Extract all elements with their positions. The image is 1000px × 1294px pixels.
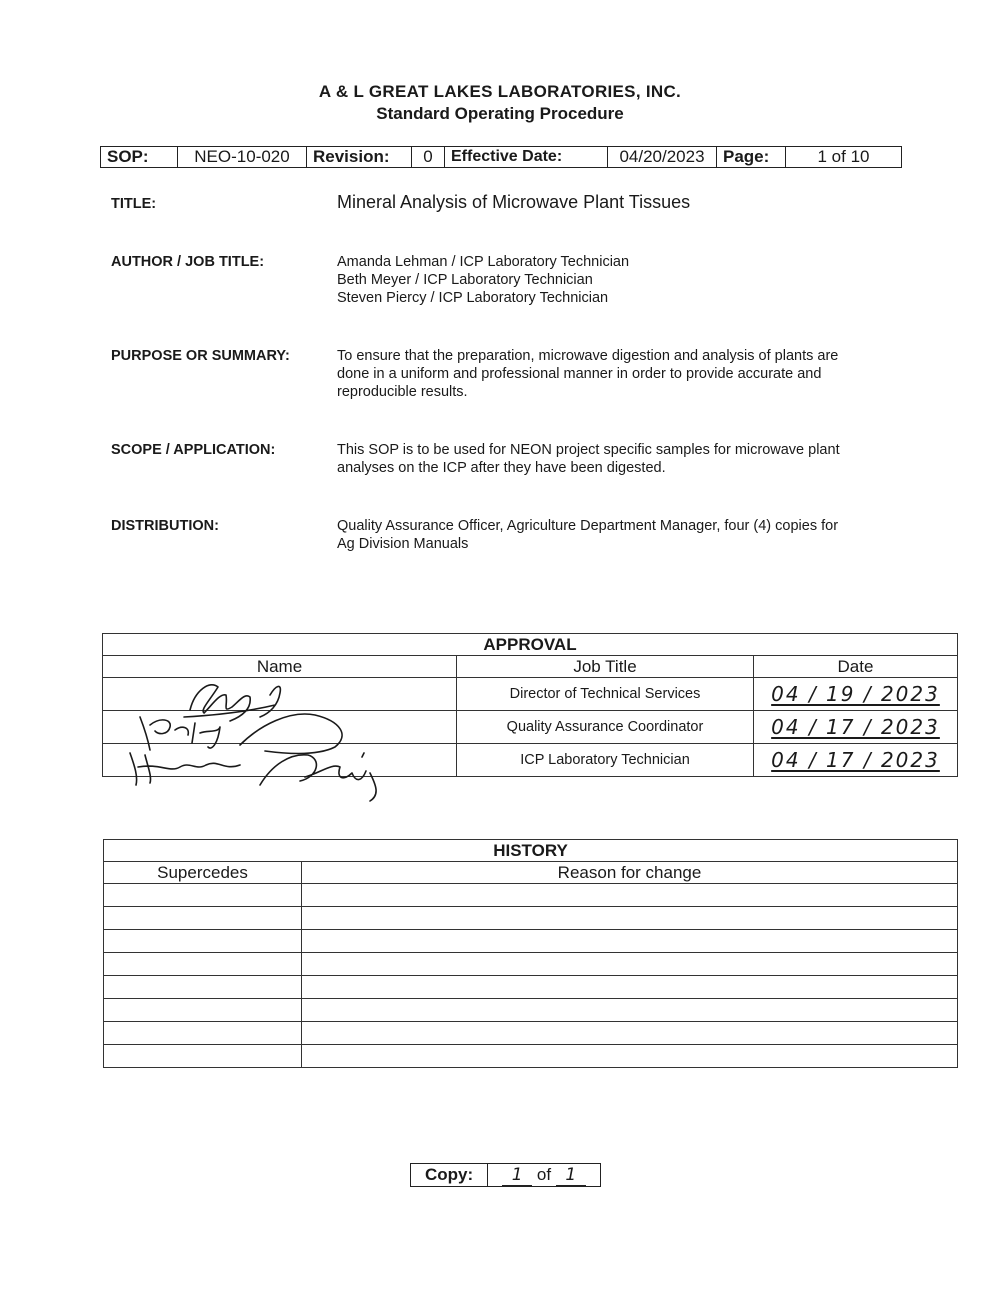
history-row bbox=[104, 930, 958, 953]
history-row bbox=[104, 953, 958, 976]
history-cell bbox=[104, 1022, 302, 1045]
effective-date: 04/20/2023 bbox=[608, 147, 717, 168]
page-label: Page: bbox=[717, 147, 786, 168]
copy-count bbox=[488, 1164, 601, 1187]
copy-label: Copy: bbox=[411, 1164, 488, 1187]
history-row bbox=[104, 1045, 958, 1068]
history-table bbox=[103, 839, 958, 1068]
signature-2 bbox=[140, 714, 342, 753]
approval-date: 04 / 17 / 2023 bbox=[771, 715, 940, 739]
approval-col-job-title: Job Title bbox=[457, 656, 754, 678]
history-row bbox=[104, 999, 958, 1022]
approver-job-title: Quality Assurance Coordinator bbox=[457, 711, 754, 744]
author-line: Amanda Lehman / ICP Laboratory Technician bbox=[337, 254, 630, 270]
approval-col-name: Name bbox=[103, 656, 457, 678]
history-col-supercedes: Supercedes bbox=[104, 862, 302, 884]
effective-date-label: Effective Date: bbox=[445, 147, 608, 168]
distribution-label: DISTRIBUTION: bbox=[111, 518, 219, 534]
page-number: 1 of 10 bbox=[786, 147, 902, 168]
revision-number: 0 bbox=[412, 147, 445, 168]
history-cell bbox=[104, 976, 302, 999]
sop-number: NEO-10-020 bbox=[178, 147, 307, 168]
history-cell bbox=[104, 953, 302, 976]
title-label: TITLE: bbox=[111, 196, 157, 212]
history-cell bbox=[302, 976, 958, 999]
purpose-line: reproducible results. bbox=[337, 384, 468, 400]
scope-line: analyses on the ICP after they have been digested. bbox=[337, 460, 666, 476]
history-col-reason: Reason for change bbox=[302, 862, 958, 884]
approval-date-cell bbox=[754, 744, 958, 777]
purpose-label: PURPOSE OR SUMMARY: bbox=[111, 348, 290, 364]
history-cell bbox=[104, 907, 302, 930]
history-row bbox=[104, 884, 958, 907]
sop-label: SOP: bbox=[101, 147, 178, 168]
history-cell bbox=[302, 1022, 958, 1045]
history-cell bbox=[302, 930, 958, 953]
history-row bbox=[104, 1022, 958, 1045]
copy-total: 1 bbox=[556, 1165, 586, 1186]
signature-1 bbox=[184, 685, 280, 721]
author-list bbox=[337, 253, 897, 307]
approval-date-cell bbox=[754, 678, 958, 711]
history-row bbox=[104, 976, 958, 999]
purpose-line: done in a uniform and professional manner in order to provide accurate and bbox=[337, 366, 822, 382]
copy-number: 1 bbox=[502, 1165, 532, 1186]
history-cell bbox=[302, 884, 958, 907]
approver-job-title: ICP Laboratory Technician bbox=[457, 744, 754, 777]
history-cell bbox=[104, 1045, 302, 1068]
history-row bbox=[104, 907, 958, 930]
approval-col-date: Date bbox=[754, 656, 958, 678]
approver-job-title: Director of Technical Services bbox=[457, 678, 754, 711]
history-cell bbox=[302, 953, 958, 976]
author-line: Steven Piercy / ICP Laboratory Technician bbox=[337, 290, 609, 306]
distribution-line: Ag Division Manuals bbox=[337, 536, 469, 552]
author-line: Beth Meyer / ICP Laboratory Technician bbox=[337, 272, 593, 288]
history-cell bbox=[104, 930, 302, 953]
approval-heading: APPROVAL bbox=[103, 634, 958, 656]
copy-box bbox=[410, 1163, 601, 1187]
history-cell bbox=[302, 907, 958, 930]
signature-3 bbox=[130, 753, 376, 801]
scope-text bbox=[337, 441, 897, 477]
history-cell bbox=[104, 999, 302, 1022]
purpose-line: To ensure that the preparation, microwave digestion and analysis of plants are bbox=[337, 348, 839, 364]
title-value: Mineral Analysis of Microwave Plant Tissues bbox=[337, 192, 691, 212]
sop-info-bar bbox=[100, 146, 902, 168]
scope-label: SCOPE / APPLICATION: bbox=[111, 442, 276, 458]
approval-date-cell bbox=[754, 711, 958, 744]
handwritten-signatures bbox=[100, 655, 400, 815]
history-cell bbox=[302, 999, 958, 1022]
document-type: Standard Operating Procedure bbox=[376, 104, 624, 123]
approval-date: 04 / 19 / 2023 bbox=[771, 682, 940, 706]
author-label: AUTHOR / JOB TITLE: bbox=[111, 254, 265, 270]
purpose-text bbox=[337, 347, 897, 401]
distribution-line: Quality Assurance Officer, Agriculture Department Manager, four (4) copies for bbox=[337, 518, 839, 534]
revision-label: Revision: bbox=[307, 147, 412, 168]
copy-of-label: of bbox=[536, 1164, 552, 1184]
history-cell bbox=[302, 1045, 958, 1068]
history-cell bbox=[104, 884, 302, 907]
company-name: A & L GREAT LAKES LABORATORIES, INC. bbox=[318, 82, 682, 101]
history-heading: HISTORY bbox=[104, 840, 958, 862]
approval-date: 04 / 17 / 2023 bbox=[771, 748, 940, 772]
distribution-text bbox=[337, 517, 897, 553]
scope-line: This SOP is to be used for NEON project specific samples for microwave plant bbox=[337, 442, 840, 458]
